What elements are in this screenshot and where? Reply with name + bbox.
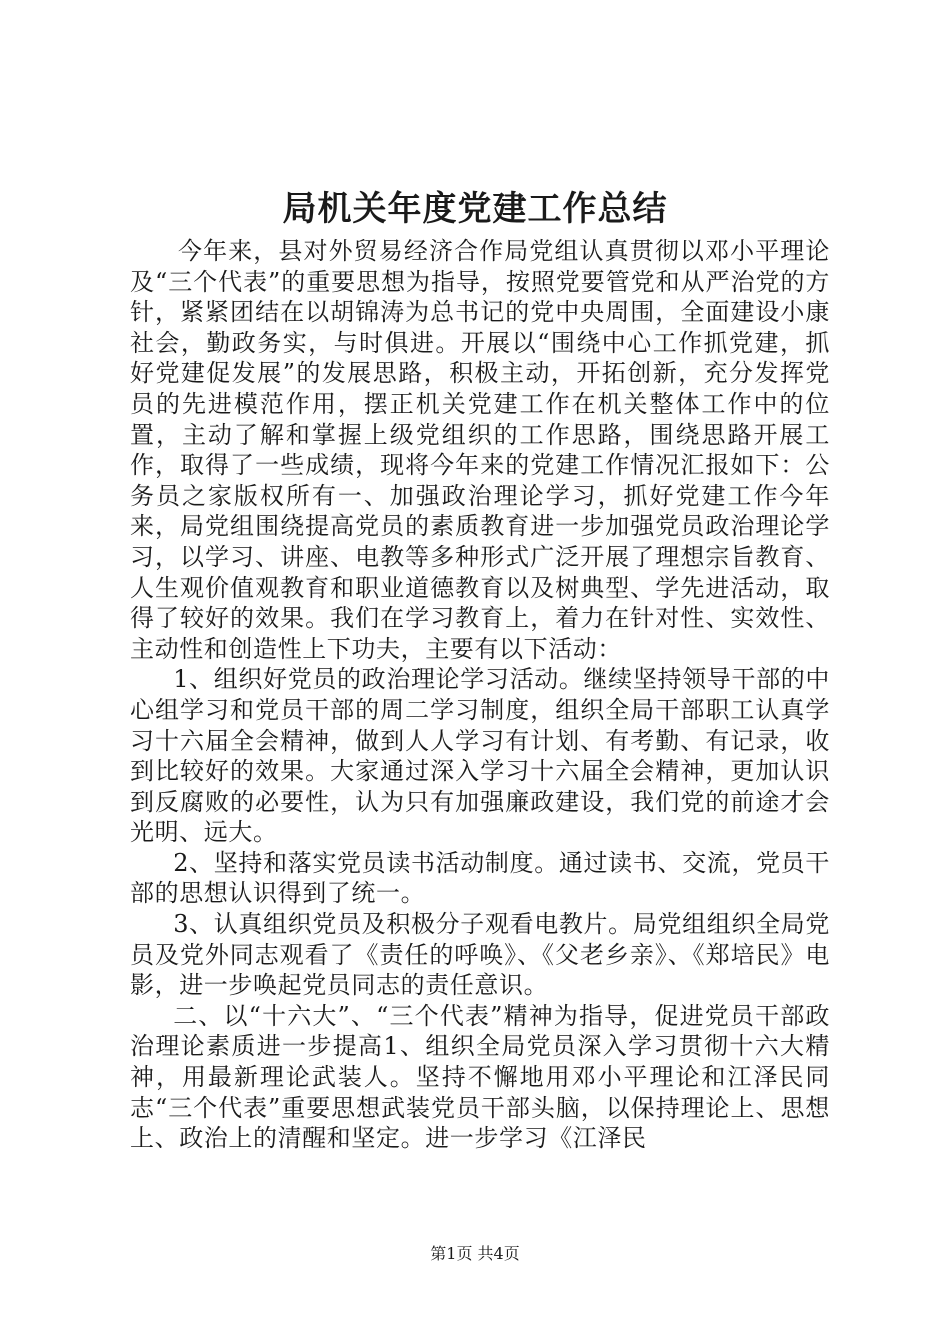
- paragraph-section-2: 二、以“十六大”、“三个代表”精神为指导，促进党员干部政治理论素质进一步提高1、组织全局党员深入学习贯彻十六大精神，用最新理论武装人。坚持不懈地用邓小平理论和江泽民同志“三个代表”重要思想武装党员干部头脑，以保持理论上、思想上、政治上的清醒和坚定。进一步学习《江泽民: [130, 1001, 830, 1153]
- paragraph-intro: 今年来，县对外贸易经济合作局党组认真贯彻以邓小平理论及“三个代表”的重要思想为指导，按照党要管党和从严治党的方针，紧紧团结在以胡锦涛为总书记的党中央周围，全面建设小康社会，勤政务实，与时俱进。开展以“围绕中心工作抓党建，抓好党建促发展”的发展思路，积极主动，开拓创新，充分发挥党员的先进模范作用，摆正机关党建工作在机关整体工作中的位置，主动了解和掌握上级党组织的工作思路，围绕思路开展工作，取得了一些成绩，现将今年来的党建工作情况汇报如下：公务员之家版权所有一、加强政治理论学习，抓好党建工作今年来，局党组围绕提高党员的素质教育进一步加强党员政治理论学习，以学习、讲座、电教等多种形式广泛开展了理想宗旨教育、人生观价值观教育和职业道德教育以及树典型、学先进活动，取得了较好的效果。我们在学习教育上，着力在针对性、实效性、主动性和创造性上下功夫，主要有以下活动：: [130, 237, 830, 663]
- document-body: [130, 236, 830, 1154]
- paragraph-item-3: 3、认真组织党员及积极分子观看电教片。局党组组织全局党员及党外同志观看了《责任的呼唤》、《父老乡亲》、《郑培民》电影，进一步唤起党员同志的责任意识。: [130, 910, 830, 1000]
- page-footer: 第1页 共4页: [430, 1244, 520, 1263]
- document-title: 局机关年度党建工作总结: [282, 189, 668, 229]
- paragraph-item-2: 2、坚持和落实党员读书活动制度。通过读书、交流，党员干部的思想认识得到了统一。: [130, 848, 830, 908]
- paragraph-item-1: 1、组织好党员的政治理论学习活动。继续坚持领导干部的中心组学习和党员干部的周二学习制度，组织全局干部职工认真学习十六届全会精神，做到人人学习有计划、有考勤、有记录，收到比较好的效果。大家通过深入学习十六届全会精神，更加认识到反腐败的必要性，认为只有加强廉政建设，我们党的前途才会光明、远大。: [130, 665, 830, 847]
